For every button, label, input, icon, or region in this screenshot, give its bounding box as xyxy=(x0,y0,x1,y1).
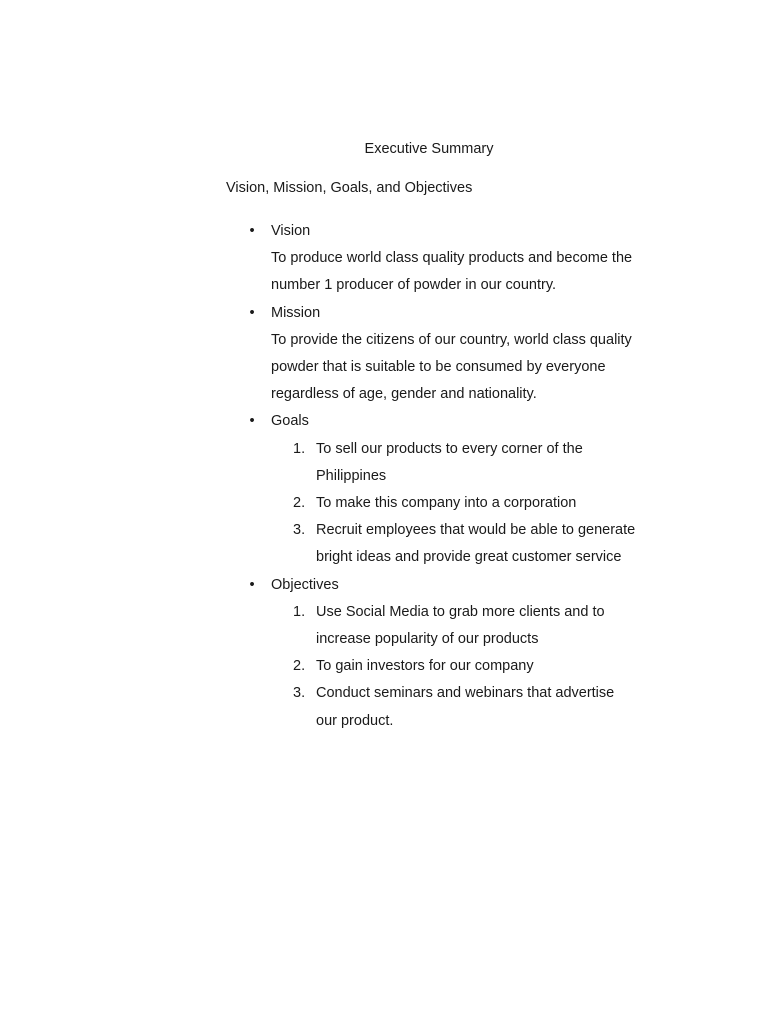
page-title: Executive Summary xyxy=(364,141,494,157)
goal-item xyxy=(293,436,636,490)
list-number: 1. xyxy=(293,603,306,620)
objective-text: Use Social Media to grab more clients and to increase popularity of our products xyxy=(316,603,605,648)
list-number: 3. xyxy=(293,685,306,702)
mission-heading: Mission xyxy=(271,304,321,321)
list-number: 2. xyxy=(293,495,306,512)
goal-item xyxy=(293,517,636,571)
bullet-dot: • xyxy=(249,413,255,430)
goals-heading: Goals xyxy=(271,413,309,430)
objective-item xyxy=(293,653,636,680)
objective-text: To gain investors for our company xyxy=(316,658,534,675)
objectives-list xyxy=(293,599,667,735)
bullet-dot: • xyxy=(249,576,255,593)
bullet-dot: • xyxy=(249,304,255,321)
section-subtitle: Vision, Mission, Goals, and Objectives xyxy=(226,180,473,196)
bullet-list xyxy=(247,218,667,735)
list-number: 1. xyxy=(293,440,306,457)
objective-item xyxy=(293,599,636,653)
objectives-heading: Objectives xyxy=(271,576,339,593)
mission-item xyxy=(247,300,667,409)
vision-item xyxy=(247,218,667,300)
vision-text: To produce world class quality products and become the number 1 producer of powder in our country. xyxy=(271,250,633,294)
list-number: 2. xyxy=(293,658,306,675)
bullet-dot: • xyxy=(249,223,255,239)
goals-item xyxy=(247,408,667,571)
list-number: 3. xyxy=(293,522,306,539)
objective-text: Conduct seminars and webinars that advertise our product. xyxy=(316,685,615,729)
objective-item xyxy=(293,680,636,734)
objectives-item xyxy=(247,572,667,735)
goals-list xyxy=(293,436,667,572)
goal-text: Recruit employees that would be able to generate bright ideas and provide great customer service xyxy=(316,522,636,566)
goal-text: To make this company into a corporation xyxy=(316,495,577,512)
vision-heading: Vision xyxy=(271,223,311,239)
goal-text: To sell our products to every corner of the Philippines xyxy=(316,440,583,484)
goal-item xyxy=(293,490,636,517)
mission-text: To provide the citizens of our country, world class quality powder that is suitable to be consumed by everyone regardless of age, gender and nationality. xyxy=(271,331,632,403)
